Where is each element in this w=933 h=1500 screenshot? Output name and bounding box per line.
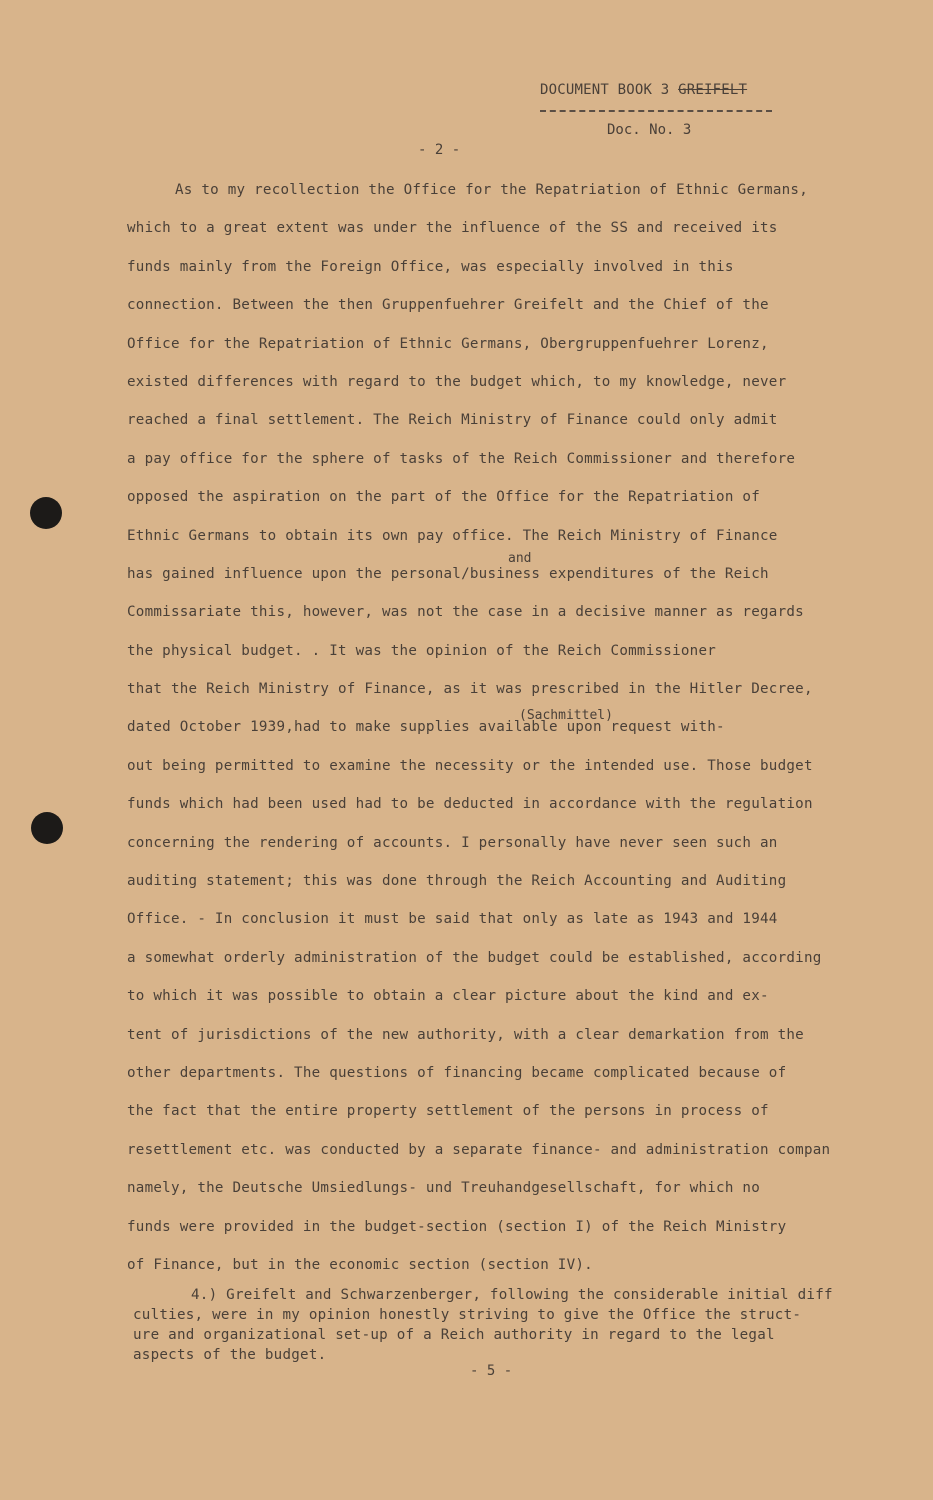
body-line: other departments. The questions of financing became complicated because of — [127, 1064, 787, 1081]
body-line: reached a final settlement. The Reich Ministry of Finance could only admit — [127, 412, 778, 429]
page-number-top: - 2 - — [418, 142, 461, 158]
punch-hole-icon — [31, 812, 63, 844]
body-text — [127, 180, 897, 1293]
body-line: Ethnic Germans to obtain its own pay office. The Reich Ministry of Finance — [127, 527, 778, 544]
body-line: resettlement etc. was conducted by a separate finance- and administration compan — [127, 1141, 831, 1158]
body-line: As to my recollection the Office for the Repatriation of Ethnic Germans, — [175, 182, 808, 198]
body-line: funds mainly from the Foreign Office, was especially involved in this — [127, 258, 734, 275]
body-line: namely, the Deutsche Umsiedlungs- und Treuhandgesellschaft, for which no — [127, 1180, 760, 1197]
body-line: dated October 1939,had to make supplies available upon request with- — [127, 719, 725, 736]
body-line: the physical budget. . It was the opinion of the Reich Commissioner — [127, 642, 717, 659]
document-book-label — [540, 82, 747, 98]
body-line: opposed the aspiration on the part of the Office for the Repatriation of — [127, 489, 760, 506]
final-paragraph — [133, 1285, 903, 1365]
body-line: of Finance, but in the economic section (section IV). — [127, 1256, 593, 1273]
body-line: which to a great extent was under the influence of the SS and received its — [127, 220, 778, 237]
final-line: 4.) Greifelt and Schwarzenberger, following the considerable initial diff — [191, 1287, 833, 1303]
final-line: culties, were in my opinion honestly striving to give the Office the struct- — [133, 1307, 802, 1323]
body-line: auditing statement; this was done through the Reich Accounting and Auditing — [127, 873, 787, 890]
body-line: that the Reich Ministry of Finance, as it was prescribed in the Hitler Decree, — [127, 681, 813, 698]
doc-number: Doc. No. 3 — [607, 122, 692, 138]
page-number-bottom: - 5 - — [470, 1363, 513, 1379]
final-line: ure and organizational set-up of a Reich authority in regard to the legal — [133, 1327, 775, 1343]
struck-name: GREIFELT — [678, 82, 748, 98]
body-line: a pay office for the sphere of tasks of the Reich Commissioner and therefore — [127, 450, 796, 467]
body-line: funds which had been used had to be deducted in accordance with the regulation — [127, 796, 813, 813]
body-line: existed differences with regard to the budget which, to my knowledge, never — [127, 373, 787, 390]
body-line: Office for the Repatriation of Ethnic Germans, Obergruppenfuehrer Lorenz, — [127, 335, 769, 352]
body-line: Office. - In conclusion it must be said that only as late as 1943 and 1944 — [127, 911, 778, 928]
body-line: a somewhat orderly administration of the budget could be established, according — [127, 949, 822, 966]
body-line: Commissariate this, however, was not the case in a decisive manner as regards — [127, 604, 804, 621]
final-line: aspects of the budget. — [133, 1347, 327, 1363]
header-rule — [540, 110, 772, 112]
body-line: to which it was possible to obtain a clear picture about the kind and ex- — [127, 988, 769, 1005]
interlinear-insert-and: and — [508, 551, 532, 566]
punch-hole-icon — [30, 497, 62, 529]
interlinear-insert-sachmittel: (Sachmittel) — [519, 708, 613, 723]
body-line: the fact that the entire property settlement of the persons in process of — [127, 1103, 769, 1120]
body-line: concerning the rendering of accounts. I personally have never seen such an — [127, 834, 778, 851]
body-line: connection. Between the then Gruppenfuehrer Greifelt and the Chief of the — [127, 297, 769, 314]
body-line: out being permitted to examine the necessity or the intended use. Those budget — [127, 757, 813, 774]
body-line: funds were provided in the budget-section (section I) of the Reich Ministry — [127, 1218, 787, 1235]
body-line: has gained influence upon the personal/business expenditures of the Reich — [127, 565, 769, 582]
body-line: tent of jurisdictions of the new authority, with a clear demarkation from the — [127, 1026, 804, 1043]
document-book-text: DOCUMENT BOOK 3 — [540, 82, 670, 98]
